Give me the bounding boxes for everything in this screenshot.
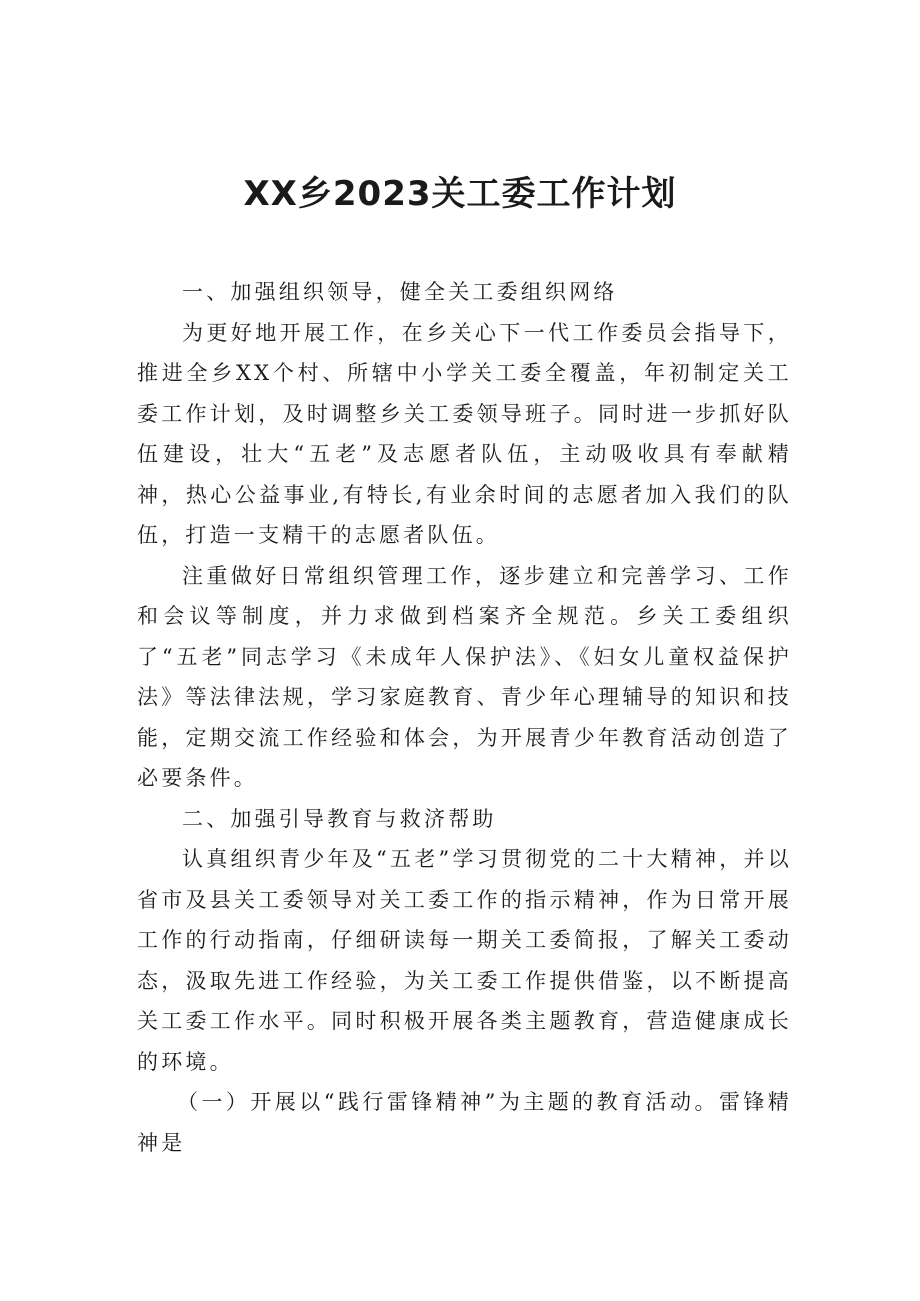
- paragraph-1: 为更好地开展工作，在乡关心下一代工作委员会指导下，推进全乡XX个村、所辖中小学关工委全覆盖，年初制定关工委工作计划，及时调整乡关工委领导班子。同时进一步抓好队伍建设，壮大“五老”及志愿者队伍，主动吸收具有奉献精神，热心公益事业,有特长,有业余时间的志愿者加入我们的队伍，打造一支精干的志愿者队伍。: [137, 320, 792, 547]
- document-body: [137, 272, 792, 1163]
- paragraph-3: 认真组织青少年及“五老”学习贯彻党的二十大精神，并以省市及县关工委领导对关工委工作的指示精神，作为日常开展工作的行动指南，仔细研读每一期关工委简报，了解关工委动态，汲取先进工作经验，为关工委工作提供借鉴，以不断提高关工委工作水平。同时积极开展各类主题教育，营造健康成长的环境。: [137, 847, 792, 1074]
- paragraph-4: （一）开展以“践行雷锋精神”为主题的教育活动。雷锋精神是: [137, 1090, 792, 1155]
- section-heading-2: 二、加强引导教育与救济帮助: [182, 806, 497, 831]
- paragraph-2: 注重做好日常组织管理工作，逐步建立和完善学习、工作和会议等制度，并力求做到档案齐全规范。乡关工委组织了“五老”同志学习《未成年人保护法》、《妇女儿童权益保护法》等法律法规，学习家庭教育、青少年心理辅导的知识和技能，定期交流工作经验和体会，为开展青少年教育活动创造了必要条件。: [137, 563, 792, 790]
- document-title: XX乡2023关工委工作计划: [243, 174, 677, 214]
- section-heading-1: 一、加强组织领导，健全关工委组织网络: [182, 280, 618, 304]
